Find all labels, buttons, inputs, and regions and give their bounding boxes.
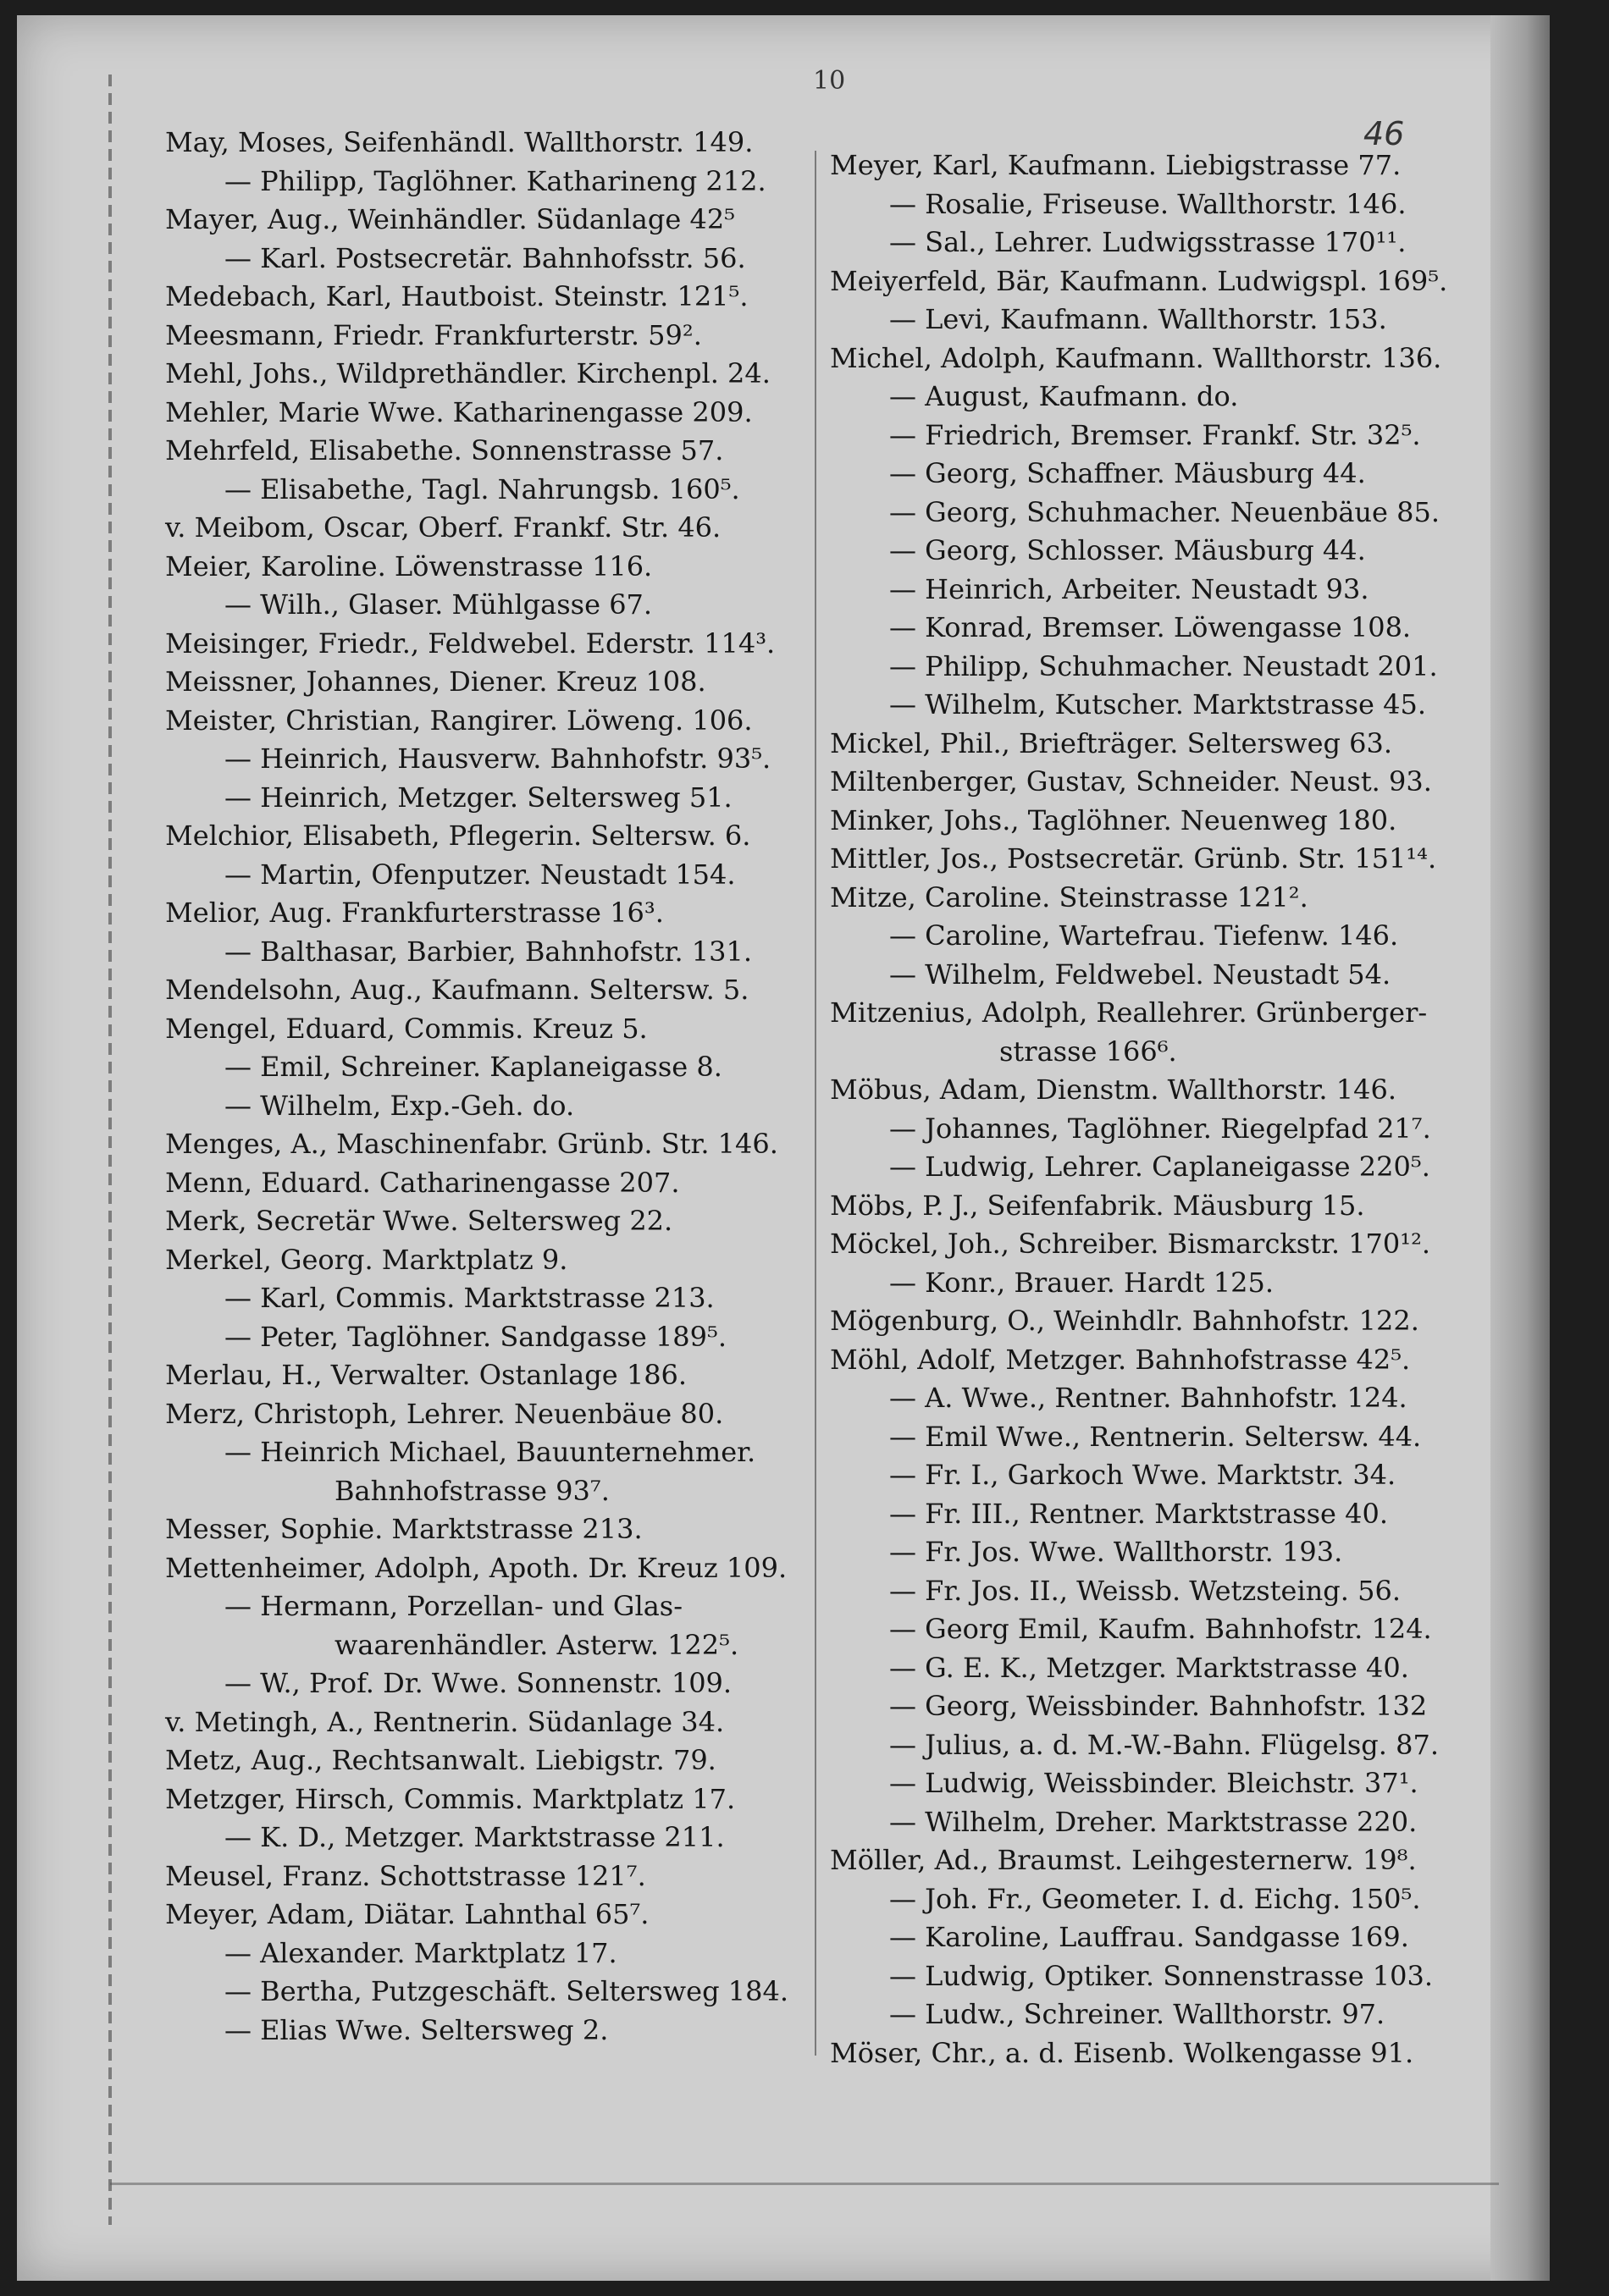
directory-entry: — Philipp, Taglöhner. Katharineng 212.	[224, 164, 766, 197]
directory-entry: Michel, Adolph, Kaufmann. Wallthorstr. 136.	[830, 341, 1442, 374]
directory-entry: — A. Wwe., Rentner. Bahnhofstr. 124.	[889, 1382, 1407, 1414]
directory-entry: Möbs, P. J., Seifenfabrik. Mäusburg 15.	[830, 1189, 1365, 1222]
directory-entry: Melior, Aug. Frankfurterstrasse 16³.	[165, 897, 664, 929]
directory-entry: Menn, Eduard. Catharinengasse 207.	[165, 1166, 680, 1199]
directory-entry: Metz, Aug., Rechtsanwalt. Liebigstr. 79.	[165, 1744, 716, 1776]
directory-entry: Mehrfeld, Elisabethe. Sonnenstrasse 57.	[165, 434, 724, 466]
directory-entry: May, Moses, Seifenhändl. Wallthorstr. 149.	[165, 126, 754, 158]
directory-entry: — G. E. K., Metzger. Marktstrasse 40.	[889, 1651, 1409, 1684]
directory-entry: — Caroline, Wartefrau. Tiefenw. 146.	[889, 919, 1399, 952]
directory-entry: — Heinrich, Metzger. Seltersweg 51.	[224, 781, 733, 814]
directory-entry: — Karl, Commis. Marktstrasse 213.	[224, 1282, 715, 1314]
directory-entry: — Elias Wwe. Seltersweg 2.	[224, 2013, 609, 2046]
directory-entry: Mengel, Eduard, Commis. Kreuz 5.	[165, 1012, 648, 1045]
directory-entry: — Johannes, Taglöhner. Riegelpfad 21⁷.	[889, 1112, 1431, 1145]
directory-entry: — Wilh., Glaser. Mühlgasse 67.	[224, 588, 653, 621]
directory-entry: Merk, Secretär Wwe. Seltersweg 22.	[165, 1205, 673, 1237]
directory-entry: — Rosalie, Friseuse. Wallthorstr. 146.	[889, 187, 1407, 220]
directory-entry: — Levi, Kaufmann. Wallthorstr. 153.	[889, 303, 1387, 335]
directory-entry: — Emil Wwe., Rentnerin. Seltersw. 44.	[889, 1420, 1422, 1453]
folio-number: 46	[1363, 115, 1405, 152]
directory-entry: — Wilhelm, Exp.-Geh. do.	[224, 1089, 575, 1122]
directory-entry: Merlau, H., Verwalter. Ostanlage 186.	[165, 1359, 688, 1391]
page-mark: 10	[813, 66, 846, 96]
directory-entry: Meier, Karoline. Löwenstrasse 116.	[165, 549, 653, 582]
directory-entry: v. Metingh, A., Rentnerin. Südanlage 34.	[165, 1705, 725, 1738]
directory-entry: waarenhändler. Asterw. 122⁵.	[335, 1628, 739, 1661]
directory-entry: Mendelsohn, Aug., Kaufmann. Seltersw. 5.	[165, 974, 749, 1006]
directory-entry: — W., Prof. Dr. Wwe. Sonnenstr. 109.	[224, 1667, 733, 1699]
directory-entry: — Konr., Brauer. Hardt 125.	[889, 1266, 1274, 1299]
directory-entry: Miltenberger, Gustav, Schneider. Neust. 93.	[830, 765, 1432, 798]
directory-entry: — Fr. I., Garkoch Wwe. Marktstr. 34.	[889, 1459, 1396, 1491]
directory-entry: Menges, A., Maschinenfabr. Grünb. Str. 146.	[165, 1128, 778, 1160]
directory-entry: Minker, Johs., Taglöhner. Neuenweg 180.	[830, 803, 1397, 836]
directory-entry: — Ludw., Schreiner. Wallthorstr. 97.	[889, 1998, 1385, 2030]
directory-entry: Meissner, Johannes, Diener. Kreuz 108.	[165, 665, 706, 698]
directory-entry: — Wilhelm, Kutscher. Marktstrasse 45.	[889, 688, 1427, 720]
directory-entry: — Joh. Fr., Geometer. I. d. Eichg. 150⁵.	[889, 1882, 1421, 1915]
directory-entry: — Ludwig, Optiker. Sonnenstrasse 103.	[889, 1959, 1434, 1992]
directory-page	[17, 15, 1550, 2281]
directory-entry: — Bertha, Putzgeschäft. Seltersweg 184.	[224, 1975, 789, 2007]
directory-entry: Meyer, Adam, Diätar. Lahnthal 65⁷.	[165, 1898, 650, 1930]
directory-entry: Mitze, Caroline. Steinstrasse 121².	[830, 880, 1308, 913]
directory-entry: Möbus, Adam, Dienstm. Wallthorstr. 146.	[830, 1073, 1396, 1106]
directory-entry: Möckel, Joh., Schreiber. Bismarckstr. 170¹².	[830, 1228, 1431, 1260]
directory-entry: — Hermann, Porzellan- und Glas-	[224, 1590, 683, 1622]
directory-entry: — Ludwig, Lehrer. Caplaneigasse 220⁵.	[889, 1151, 1430, 1183]
directory-entry: Möser, Chr., a. d. Eisenb. Wolkengasse 91.	[830, 2036, 1414, 2069]
directory-entry: Merkel, Georg. Marktplatz 9.	[165, 1243, 568, 1276]
directory-entry: — Georg, Weissbinder. Bahnhofstr. 132	[889, 1690, 1428, 1722]
directory-entry: Mayer, Aug., Weinhändler. Südanlage 42⁵	[165, 203, 735, 235]
directory-entry: — Ludwig, Weissbinder. Bleichstr. 37¹.	[889, 1767, 1418, 1799]
directory-entry: — Konrad, Bremser. Löwengasse 108.	[889, 611, 1412, 643]
directory-entry: Messer, Sophie. Marktstrasse 213.	[165, 1513, 643, 1545]
directory-entry: — August, Kaufmann. do.	[889, 380, 1239, 412]
directory-entry: — Martin, Ofenputzer. Neustadt 154.	[224, 858, 736, 891]
directory-entry: Mehler, Marie Wwe. Katharinengasse 209.	[165, 395, 753, 428]
directory-entry: — Fr. Jos. II., Weissb. Wetzsteing. 56.	[889, 1574, 1401, 1607]
directory-entry: — Philipp, Schuhmacher. Neustadt 201.	[889, 649, 1438, 682]
directory-entry: — K. D., Metzger. Marktstrasse 211.	[224, 1821, 725, 1853]
directory-entry: Meiyerfeld, Bär, Kaufmann. Ludwigspl. 169⁵.	[830, 264, 1448, 297]
directory-entry: Metzger, Hirsch, Commis. Marktplatz 17.	[165, 1782, 736, 1815]
directory-entry: Merz, Christoph, Lehrer. Neuenbäue 80.	[165, 1397, 724, 1430]
directory-entry: — Heinrich, Hausverw. Bahnhofstr. 93⁵.	[224, 742, 771, 775]
directory-entry: — Julius, a. d. M.-W.-Bahn. Flügelsg. 87.	[889, 1728, 1439, 1761]
directory-entry: Mittler, Jos., Postsecretär. Grünb. Str. 151¹⁴.	[830, 842, 1437, 875]
directory-entry: — Friedrich, Bremser. Frankf. Str. 32⁵.	[889, 418, 1421, 451]
directory-entry: Meyer, Karl, Kaufmann. Liebigstrasse 77.	[830, 149, 1402, 181]
directory-entry: Bahnhofstrasse 93⁷.	[335, 1474, 610, 1507]
directory-entry: — Balthasar, Barbier, Bahnhofstr. 131.	[224, 935, 753, 968]
directory-entry: — Karoline, Lauffrau. Sandgasse 169.	[889, 1921, 1409, 1953]
directory-entry: strasse 166⁶.	[999, 1035, 1177, 1068]
right-column	[830, 146, 1474, 2072]
left-margin-rule	[108, 75, 112, 2225]
directory-entry: — Wilhelm, Dreher. Marktstrasse 220.	[889, 1805, 1418, 1838]
column-divider	[815, 151, 816, 2056]
directory-entry: Mettenheimer, Adolph, Apoth. Dr. Kreuz 109.	[165, 1551, 788, 1584]
directory-entry: — Sal., Lehrer. Ludwigsstrasse 170¹¹.	[889, 226, 1407, 258]
directory-entry: — Fr. Jos. Wwe. Wallthorstr. 193.	[889, 1536, 1343, 1568]
directory-entry: Möller, Ad., Braumst. Leihgesternerw. 19⁸.	[830, 1844, 1417, 1876]
directory-entry: v. Meibom, Oscar, Oberf. Frankf. Str. 46.	[165, 511, 722, 544]
directory-entry: Möhl, Adolf, Metzger. Bahnhofstrasse 42⁵.	[830, 1343, 1411, 1376]
directory-entry: Medebach, Karl, Hautboist. Steinstr. 121⁵.	[165, 280, 749, 312]
directory-entry: — Heinrich Michael, Bauunternehmer.	[224, 1436, 756, 1468]
directory-entry: — Fr. III., Rentner. Marktstrasse 40.	[889, 1497, 1388, 1530]
directory-entry: Meister, Christian, Rangirer. Löweng. 106.	[165, 704, 753, 737]
directory-entry: — Georg, Schlosser. Mäusburg 44.	[889, 534, 1366, 566]
directory-entry: — Georg Emil, Kaufm. Bahnhofstr. 124.	[889, 1613, 1432, 1645]
directory-entry: — Emil, Schreiner. Kaplaneigasse 8.	[224, 1051, 722, 1083]
bottom-rule	[110, 2183, 1499, 2185]
directory-entry: — Wilhelm, Feldwebel. Neustadt 54.	[889, 958, 1391, 991]
directory-entry: Meesmann, Friedr. Frankfurterstr. 59².	[165, 318, 702, 351]
directory-entry: — Heinrich, Arbeiter. Neustadt 93.	[889, 572, 1369, 605]
directory-entry: Melchior, Elisabeth, Pflegerin. Seltersw. 6.	[165, 820, 751, 852]
directory-entry: — Georg, Schuhmacher. Neuenbäue 85.	[889, 495, 1440, 528]
directory-entry: — Alexander. Marktplatz 17.	[224, 1936, 617, 1969]
directory-entry: Mögenburg, O., Weinhdlr. Bahnhofstr. 122.	[830, 1305, 1419, 1337]
left-column	[165, 124, 809, 2050]
directory-entry: Meusel, Franz. Schottstrasse 121⁷.	[165, 1859, 646, 1892]
page-edge-shadow	[1490, 15, 1550, 2281]
directory-entry: Meisinger, Friedr., Feldwebel. Ederstr. 114³.	[165, 626, 776, 660]
directory-entry: — Peter, Taglöhner. Sandgasse 189⁵.	[224, 1320, 727, 1353]
directory-entry: — Georg, Schaffner. Mäusburg 44.	[889, 457, 1366, 489]
directory-entry: — Elisabethe, Tagl. Nahrungsb. 160⁵.	[224, 472, 740, 505]
directory-entry: Mehl, Johs., Wildprethändler. Kirchenpl. 24.	[165, 357, 771, 389]
directory-entry: — Karl. Postsecretär. Bahnhofsstr. 56.	[224, 241, 746, 274]
directory-entry: Mickel, Phil., Briefträger. Seltersweg 63.	[830, 726, 1393, 759]
directory-entry: Mitzenius, Adolph, Reallehrer. Grünberger-	[830, 996, 1428, 1029]
